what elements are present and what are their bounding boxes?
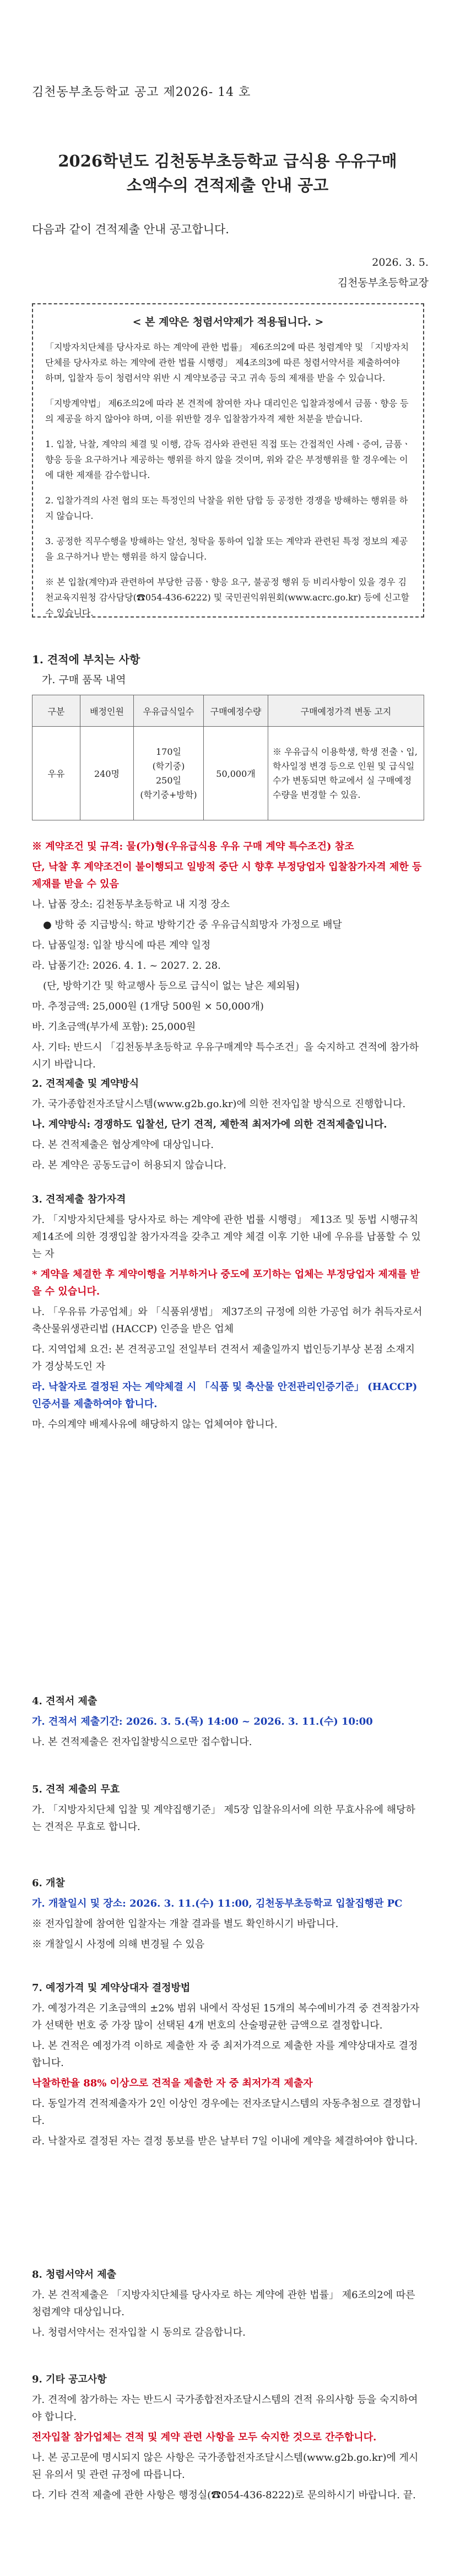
col-header-people: 배정인원 <box>80 695 134 727</box>
section-3-heading: 3. 견적제출 참가자격 <box>32 1194 126 1205</box>
integrity-notice-box <box>32 303 424 618</box>
detail-da: 다. 납품일정: 입찰 방식에 따른 계약 일정 <box>32 940 211 951</box>
integrity-notice-title: < 본 계약은 청렴서약제가 적용됩니다. > <box>132 316 324 328</box>
title-line-2: 소액수의 견적제출 안내 공고 <box>126 176 329 195</box>
integrity-notice-p5: 3. 공정한 직무수행을 방해하는 알선, 청탁을 통하여 입찰 또는 계약과 관련된 특정 정보의 제공을 요구하거나 받는 행위를 하지 않습니다. <box>45 536 408 562</box>
details-block <box>32 838 424 1076</box>
section-4-na: 나. 본 견적제출은 전자입찰방식으로만 접수합니다. <box>32 1736 252 1748</box>
section-9-block <box>32 2371 424 2507</box>
detail-ra-note: (단, 방학기간 및 학교행사 등으로 급식이 없는 날은 제외됨) <box>43 980 300 992</box>
section-3-ra: 라. 낙찰자로 결정된 자는 계약체결 시 「식품 및 축산물 안전관리인증기준」 (HACCP) 인증서를 제출하여야 합니다. <box>32 1381 418 1410</box>
section-9-da: 다. 기타 견적 제출에 관한 사항은 행정실(☎054-436-8222)로 문의하시기 바랍니다. 끝. <box>32 2489 416 2501</box>
document-title <box>0 149 455 197</box>
section-3-da: 다. 지역업체 요건: 본 견적공고일 전일부터 견적서 제출일까지 법인등기부상 본점 소재지가 경상북도인 자 <box>32 1344 415 1372</box>
col-header-category: 구분 <box>32 695 80 727</box>
section-1-heading: 1. 견적에 부치는 사항 <box>32 653 140 666</box>
section-6-heading: 6. 개찰 <box>32 1877 65 1889</box>
col-header-qty: 구매예정수량 <box>204 695 268 727</box>
cell-category: 우유 <box>32 727 80 820</box>
section-7-ga: 가. 예정가격은 기초금액의 ±2% 범위 내에서 작성된 15개의 복수예비가격 중 견적참가자가 선택한 번호 중 가장 많이 선택된 4개 번호의 산술평균한 금액으로 결정합니다. <box>32 2003 420 2031</box>
section-6-note-1: ※ 전자입찰에 참여한 입찰자는 개찰 결과를 별도 확인하시기 바랍니다. <box>32 1918 339 1930</box>
section-6-ga: 가. 개찰일시 및 장소: 2026. 3. 11.(수) 11:00, 김천동부초등학교 입찰집행관 PC <box>32 1898 403 1909</box>
section-9-ga-red: 전자입찰 참가업체는 견적 및 계약 관련 사항을 모두 숙지한 것으로 간주합니다. <box>32 2432 377 2443</box>
section-7-na-red: 낙찰하한율 88% 이상으로 견적을 제출한 자 중 최저가격 제출자 <box>32 2078 313 2089</box>
cell-note: ※ 우유급식 이용학생, 학생 전출ㆍ입, 학사일정 변경 등으로 인원 및 급식일수가 변동되면 학교에서 실 구매예정수량을 변경할 수 있음. <box>268 727 424 820</box>
detail-ra: 라. 납품기간: 2026. 4. 1. ~ 2027. 2. 28. <box>32 960 221 972</box>
intro-text: 다음과 같이 견적제출 안내 공고합니다. <box>32 223 229 236</box>
cell-days: 170일 (학기중) 250일 (학기중+방학) <box>134 727 204 820</box>
table-header-row <box>32 695 424 727</box>
col-header-note: 구매예정가격 변동 고지 <box>268 695 424 727</box>
cell-people: 240명 <box>80 727 134 820</box>
section-2-na: 나. 계약방식: 경쟁하도 입찰선, 단기 견적, 제한적 최저가에 의한 견적제출입니다. <box>32 1119 387 1130</box>
section-3-ga-red: * 계약을 체결한 후 계약이행을 거부하거나 중도에 포기하는 업체는 부정당업자 제재를 받을 수 있습니다. <box>32 1269 420 1297</box>
issuer-name: 김천동부초등학교장 <box>337 277 429 289</box>
section-5-heading: 5. 견적 제출의 무효 <box>32 1784 120 1795</box>
integrity-notice-p4: 2. 입찰가격의 사전 협의 또는 특정인의 낙찰을 위한 담합 등 공정한 경쟁을 방해하는 행위를 하지 않습니다. <box>45 495 408 521</box>
detail-na: 나. 납품 장소: 김천동부초등학교 내 지정 장소 <box>32 899 230 910</box>
section-2-da: 다. 본 견적제출은 협상계약에 대상입니다. <box>32 1139 214 1151</box>
integrity-notice-p1: 「지방자치단체를 당사자로 하는 계약에 관한 법률」 제6조의2에 따른 청렴계약 및 「지방자치단체를 당사자로 하는 계약에 관한 법률 시행령」 제4조의3에 따른 청렴서약서를 제출하여야 하며, 입찰자 등이 청렴서약 위반 시 계약보증금 국고 귀속 등의 제재를 받을 수 있습니다. <box>45 342 409 383</box>
table-row <box>32 727 424 820</box>
detail-na-line: ● 방학 중 지급방식: 학교 방학기간 중 우유급식희망자 가정으로 배달 <box>43 919 342 931</box>
col-header-days: 우유급식일수 <box>134 695 204 727</box>
section-4-heading: 4. 견적서 제출 <box>32 1695 98 1707</box>
section-3-na: 나. 「우유류 가공업체」와 「식품위생법」 제37조의 규정에 의한 가공업 허가 취득자로서 축산물위생관리법 (HACCP) 인증을 받은 업체 <box>32 1306 422 1335</box>
integrity-notice-p3: 1. 입찰, 낙찰, 계약의 체결 및 이행, 감독 검사와 관련된 직접 또는 간접적인 사례ㆍ증여, 금품ㆍ향응 등을 요구하거나 제공하는 행위를 하지 않을 것이며, 위와 같은 부정행위를 할 경우에는 이에 대한 제재를 감수합니다. <box>45 439 411 480</box>
section-7-ra: 라. 낙찰자로 결정된 자는 결정 통보를 받은 날부터 7일 이내에 계약을 체결하여야 합니다. <box>32 2135 418 2147</box>
section-2-ra: 라. 본 계약은 공동도급이 허용되지 않습니다. <box>32 1160 227 1171</box>
section-3-ga: 가. 「지방자치단체를 당사자로 하는 계약에 관한 법률 시행령」 제13조 및 동법 시행규칙 제14조에 의한 경쟁입찰 참가자격을 갖추고 계약 체결 이후 기한 내에 우유를 납품할 수 있는 자 <box>32 1214 421 1260</box>
section-7-da: 다. 동일가격 견적제출자가 2인 이상인 경우에는 전자조달시스템의 자동추첨으로 결정합니다. <box>32 2098 421 2127</box>
detail-ma: 마. 추정금액: 25,000원 (1개당 500원 × 50,000개) <box>32 1001 264 1012</box>
section-7-na: 나. 본 견적은 예정가격 이하로 제출한 자 중 최저가격으로 제출한 자를 계약상대자로 결정합니다. <box>32 2040 418 2069</box>
integrity-notice-p6: ※ 본 입찰(계약)과 관련하여 부당한 금품ㆍ향응 요구, 불공정 행위 등 비리사항이 있을 경우 김천교육지원청 감사담당(☎054-436-6222) 및 국민권익위원회(www.acrc.go.kr) 등에 신고할 수 있습니다. <box>45 577 409 618</box>
detail-ba: 바. 기초금액(부가세 포함): 25,000원 <box>32 1021 196 1033</box>
section-4-block <box>32 1693 424 1754</box>
integrity-notice-p2: 「지방계약법」 제6조의2에 따라 본 견적에 참여한 자나 대리인은 입찰과정에서 금품ㆍ향응 등의 제공을 하지 않아야 하며, 이를 위반할 경우 입찰참가자격 제한 처분을 받습니다. <box>45 398 409 424</box>
section-8-heading: 8. 청렴서약서 제출 <box>32 2269 117 2280</box>
section-7-heading: 7. 예정가격 및 계약상대자 결정방법 <box>32 1982 191 1994</box>
section-3-block <box>32 1191 424 1436</box>
section-2-block <box>32 1075 424 1177</box>
section-9-heading: 9. 기타 공고사항 <box>32 2374 107 2385</box>
section-5-ga: 가. 「지방자치단체 입찰 및 계약집행기준」 제5장 입찰유의서에 의한 무효사유에 해당하는 견적은 무효로 합니다. <box>32 1804 415 1833</box>
section-9-na: 나. 본 공고문에 명시되지 않은 사항은 국가종합전자조달시스템(www.g2b.go.kr)에 게시된 유의서 및 관련 규정에 따릅니다. <box>32 2452 419 2481</box>
section-4-ga: 가. 견적서 제출기간: 2026. 3. 5.(목) 14:00 ~ 2026. 3. 11.(수) 10:00 <box>32 1716 373 1727</box>
section-8-ga: 가. 본 견적제출은 「지방자치단체를 당사자로 하는 계약에 관한 법률」 제6조의2에 따른 청렴계약 대상입니다. <box>32 2289 415 2318</box>
cell-qty: 50,000개 <box>204 727 268 820</box>
detail-star-2: 단, 낙찰 후 계약조건이 불이행되고 일방적 중단 시 향후 부정당업자 입찰참가자격 제한 등 제재를 받을 수 있음 <box>32 861 422 890</box>
section-2-ga: 가. 국가종합전자조달시스템(www.g2b.go.kr)에 의한 전자입찰 방식으로 진행합니다. <box>32 1098 406 1110</box>
notice-date: 2026. 3. 5. <box>372 256 429 269</box>
purchase-items-table <box>32 695 424 820</box>
section-6-block <box>32 1875 424 1956</box>
detail-star: ※ 계약조건 및 규격: 물(가)형(우유급식용 우유 구매 계약 특수조건) 참조 <box>32 841 354 852</box>
section-2-heading: 2. 견적제출 및 계약방식 <box>32 1078 139 1090</box>
section-1-sub: 가. 구매 품목 내역 <box>42 674 126 686</box>
section-5-block <box>32 1781 424 1839</box>
section-8-block <box>32 2266 424 2344</box>
section-7-block <box>32 1979 424 2153</box>
section-9-ga: 가. 견적에 참가하는 자는 반드시 국가종합전자조달시스템의 견적 유의사항 등을 숙지하여야 합니다. <box>32 2394 418 2423</box>
section-6-note-2: ※ 개찰일시 사정에 의해 변경될 수 있음 <box>32 1939 205 1950</box>
section-3-ma: 마. 수의계약 배제사유에 해당하지 않는 업체여야 합니다. <box>32 1419 278 1430</box>
title-line-1: 2026학년도 김천동부초등학교 급식용 우유구매 <box>58 152 397 170</box>
document-number: 김천동부초등학교 공고 제2026- 14 호 <box>32 85 251 99</box>
detail-sa: 사. 기타: 반드시 「김천동부초등학교 우유구매계약 특수조건」을 숙지하고 견적에 참가하시기 바랍니다. <box>32 1042 419 1070</box>
section-8-na: 나. 청렴서약서는 전자입찰 시 동의로 갈음합니다. <box>32 2327 246 2338</box>
